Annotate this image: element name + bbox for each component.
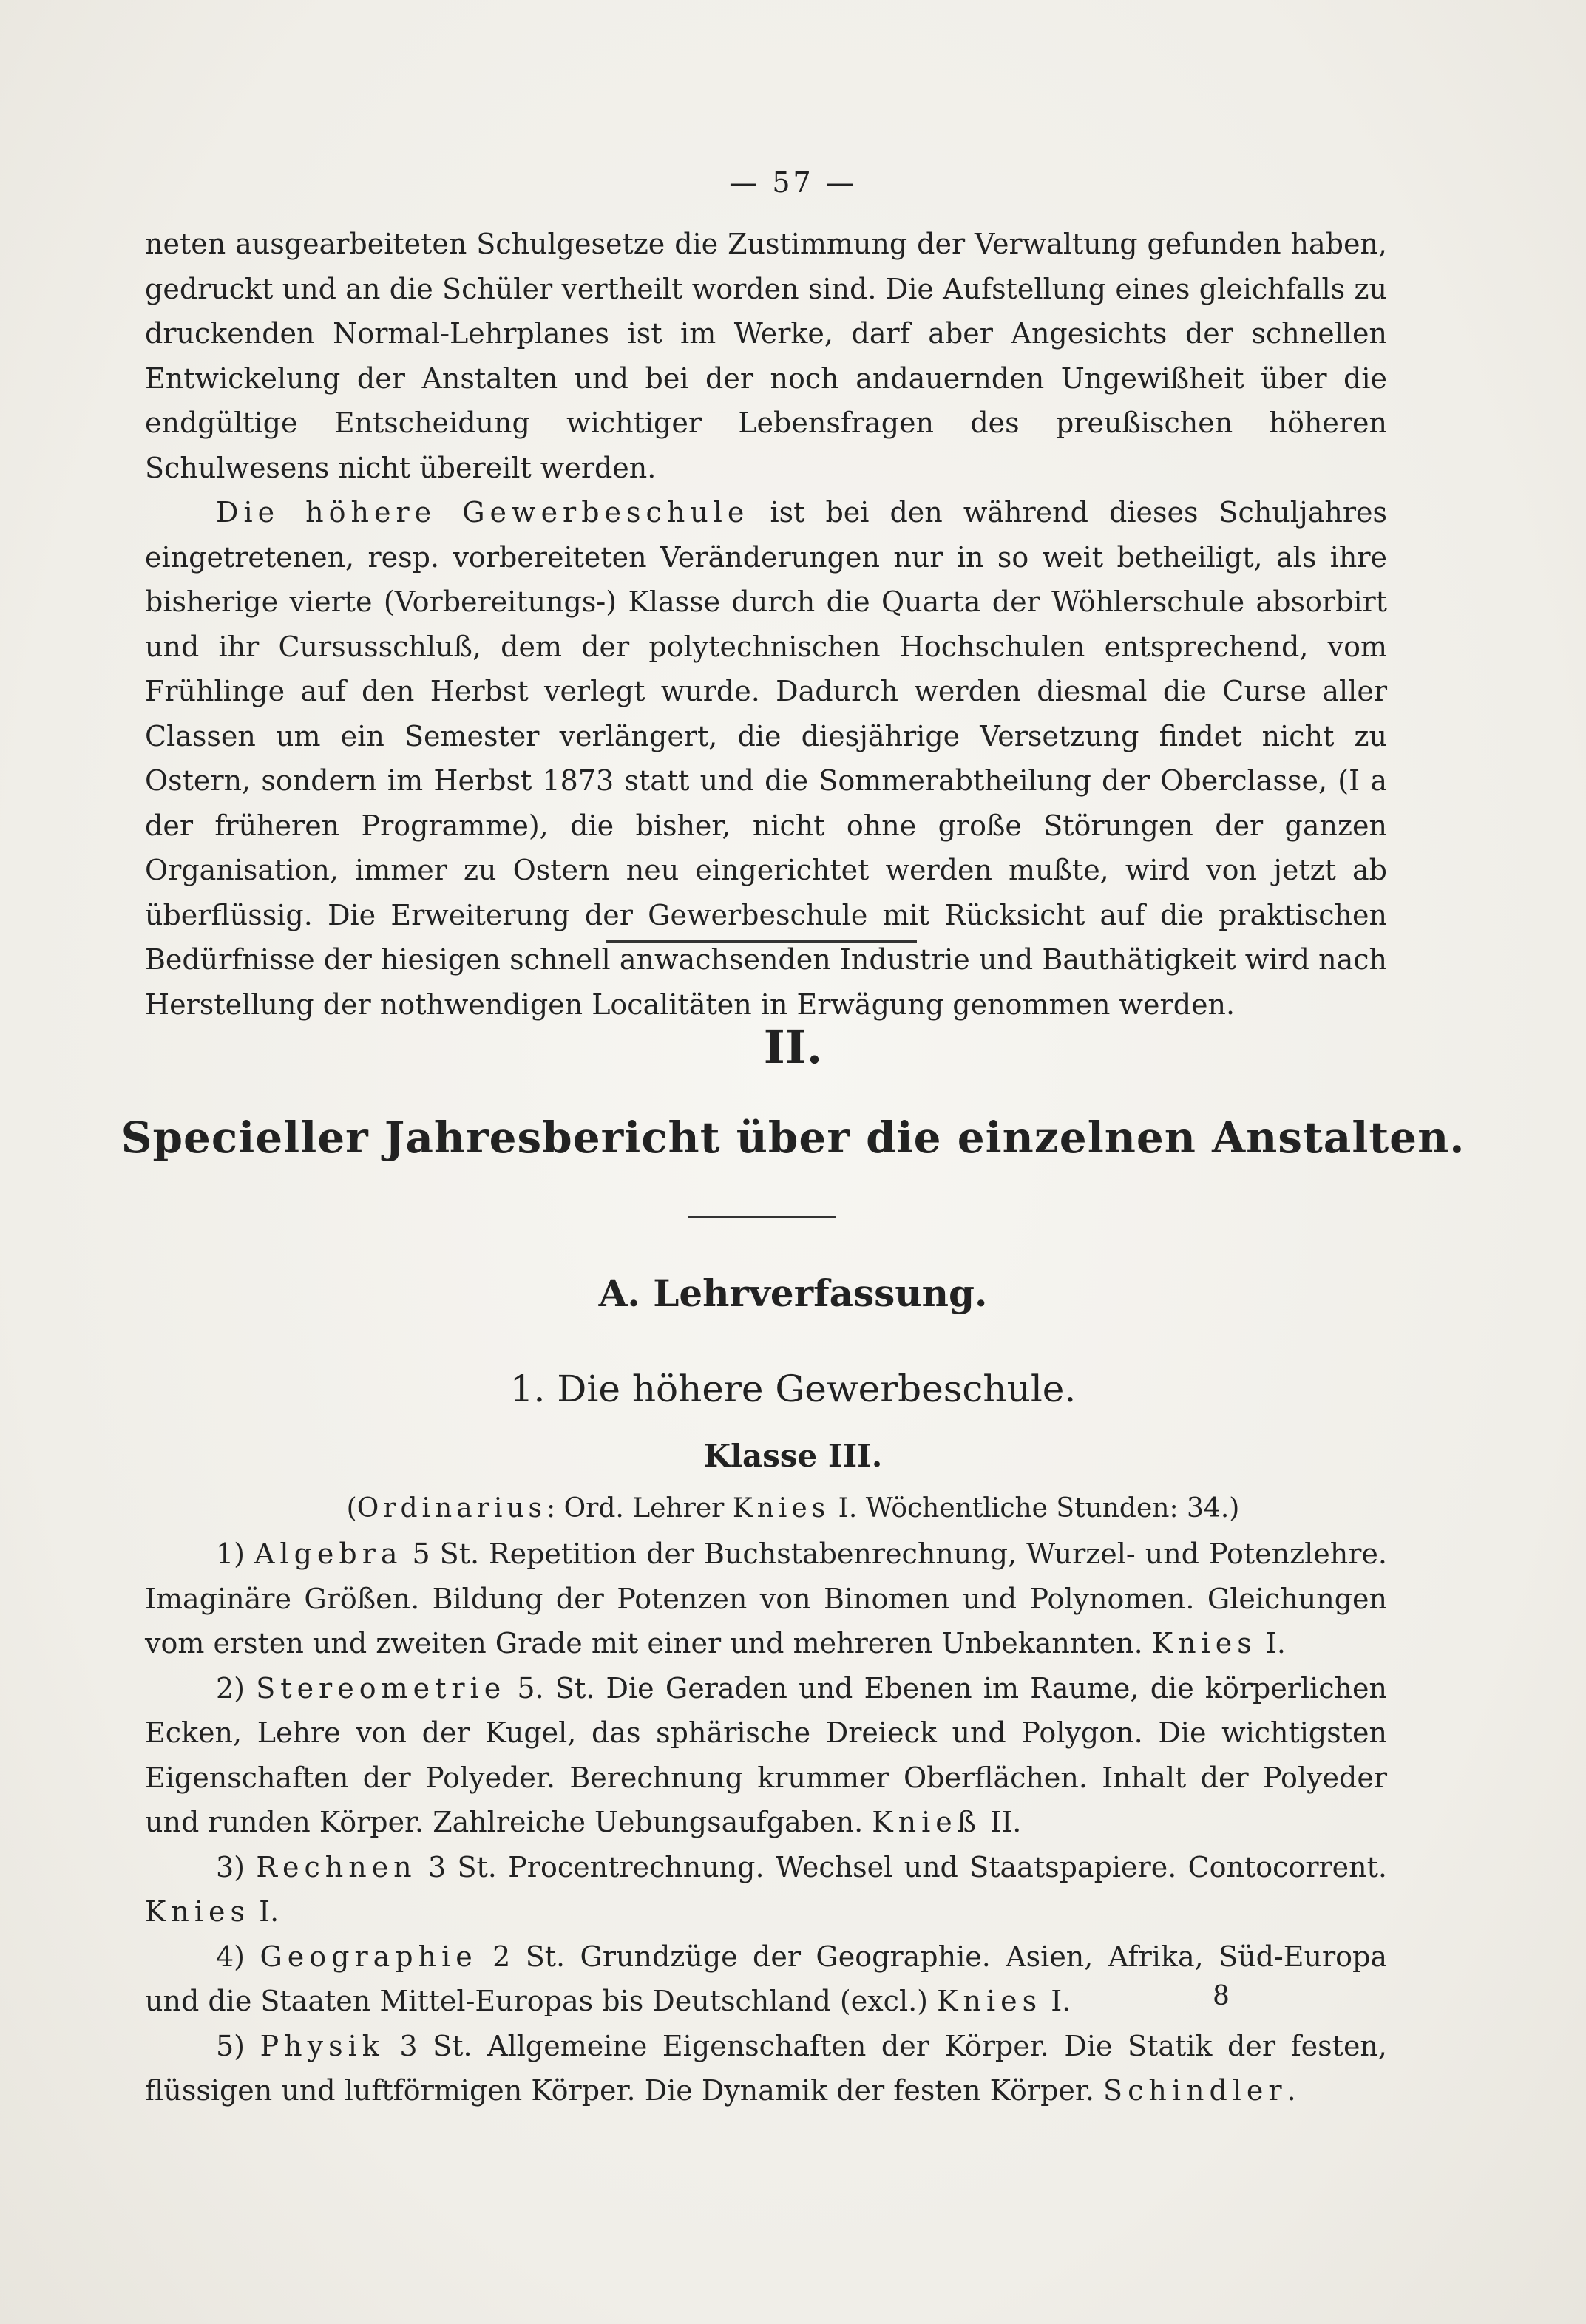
subject-suffix: II. — [981, 1806, 1022, 1838]
subject-teacher: Knies — [1151, 1627, 1257, 1659]
subject-number: 3) — [216, 1850, 245, 1883]
subject-text: 5. St. Die Geraden und Ebenen im Raume, die körperlichen Ecken, Lehre von der Kugel, das sphärische Dreieck und Polygon. Die wichtigsten Eigenschaften der Polyeder. Berechnung krummer Oberflächen. Inhalt der Polyeder und runden Körper. Zahlreiche Uebungsaufgaben. — [145, 1671, 1387, 1838]
subject-teacher: Schindler — [1103, 2074, 1287, 2107]
subject-text: 2 St. Grundzüge der Geographie. Asien, Afrika, Süd-Europa und die Staaten Mittel-Europas bis Deutschland (excl.) — [145, 1940, 1387, 2017]
subject-list — [145, 1532, 1387, 2113]
subject-item — [145, 1845, 1387, 1934]
ordinarius-line — [0, 1493, 1586, 1523]
page-number: — 57 — — [729, 166, 857, 199]
subject-text: 5 St. Repetition der Buchstabenrechnung, Wurzel- und Potenzlehre. Imaginäre Größen. Bildung der Potenzen von Binomen und Polynomen. Gleichungen vom ersten und zweiten Grade mit einer und mehreren Unbekannten. — [145, 1538, 1387, 1659]
subtitle-lehrverfassung: A. Lehrverfassung. — [598, 1271, 988, 1315]
subject-text: 3 St. Procentrechnung. Wechsel und Staatspapiere. Contocorrent. — [416, 1850, 1387, 1883]
section-title: Specieller Jahresbericht über die einzelnen Anstalten. — [121, 1112, 1465, 1163]
subject-teacher: Knieß — [872, 1806, 982, 1838]
subject-item — [145, 2024, 1387, 2113]
subject-item — [145, 1934, 1387, 2024]
subject-number: 1) — [216, 1538, 245, 1570]
subtitle-gewerbeschule: 1. Die höhere Gewerbeschule. — [509, 1367, 1077, 1410]
gewerbeschule-lead: Die höhere Gewerbeschule — [216, 496, 750, 529]
ordinarius-open: ( — [346, 1493, 357, 1523]
subject-name: Algebra — [254, 1538, 403, 1570]
section-number: II. — [763, 1020, 823, 1074]
intro-text — [145, 222, 1387, 1027]
subject-name: Physik — [260, 2029, 384, 2062]
subject-teacher: Knies — [145, 1895, 251, 1928]
subject-name: Stereometrie — [256, 1671, 506, 1705]
ordinarius-rest: : Ord. Lehrer — [546, 1493, 733, 1523]
intro-paragraph-1: neten ausgearbeiteten Schulgesetze die Zustimmung der Verwaltung gefunden haben, gedruckt und an die Schüler vertheilt worden sind. Die Aufstellung eines gleichfalls zu druckenden Normal-Lehrplanes ist im Werke, darf aber Angesichts der schnellen Entwickelung der Anstalten und bei der noch andauernden Ungewißheit über die endgültige Entscheidung wichtiger Lebensfragen des preußischen höheren Schulwesens nicht übereilt werden. — [145, 228, 1387, 484]
klasse-heading: Klasse III. — [703, 1438, 883, 1474]
subject-number: 5) — [216, 2029, 245, 2062]
subject-name: Rechnen — [256, 1850, 417, 1883]
subject-suffix: I. — [1256, 1627, 1286, 1659]
subject-text: 3 St. Allgemeine Eigenschaften der Körper. Die Statik der festen, flüssigen und luftförmigen Körper. Die Dynamik der festen Körper. — [145, 2029, 1387, 2107]
intro-paragraph-2-rest: ist bei den während dieses Schuljahres eingetretenen, resp. vorbereiteten Veränderungen nur in so weit betheiligt, als ihre bisherige vierte (Vorbereitungs-) Klasse durch die Quarta der Wöhlerschule absorbirt und ihr Cursusschluß, dem der polytechnischen Hochschulen entsprechend, vom Frühlinge auf den Herbst verlegt wurde. Dadurch werden diesmal die Curse aller Classen um ein Semester verlängert, die diesjährige Versetzung findet nicht zu Ostern, sondern im Herbst 1873 statt und die Sommerabtheilung der Oberclasse, (I a der früheren Programme), die bisher, nicht ohne große Störungen der ganzen Organisation, immer zu Ostern neu eingerichtet werden mußte, wird von jetzt ab überflüssig. Die Erweiterung der Gewerbeschule mit Rücksicht auf die praktischen Bedürfnisse der hiesigen schnell anwachsenden Industrie und Bauthätigkeit wird nach Herstellung der nothwendigen Localitäten in Erwägung genommen werden. — [145, 496, 1387, 1021]
ordinarius-label: Ordinarius — [356, 1493, 547, 1523]
section-divider — [606, 940, 917, 943]
subject-suffix: . — [1287, 2074, 1296, 2107]
title-divider — [688, 1216, 836, 1218]
ordinarius-name: Knies — [732, 1493, 830, 1523]
subject-item — [145, 1532, 1387, 1666]
folio-number: 8 — [1213, 1981, 1230, 2011]
subject-teacher: Knies — [937, 1985, 1043, 2017]
subject-number: 2) — [216, 1671, 245, 1705]
subject-number: 4) — [216, 1940, 245, 1973]
subject-item — [145, 1666, 1387, 1845]
subject-suffix: I. — [1042, 1985, 1071, 2017]
subject-suffix: I. — [250, 1895, 279, 1928]
intro-paragraph-2 — [145, 490, 1387, 1027]
subject-name: Geographie — [260, 1940, 478, 1973]
ordinarius-tail: I. Wöchentliche Stunden: 34.) — [830, 1493, 1240, 1523]
